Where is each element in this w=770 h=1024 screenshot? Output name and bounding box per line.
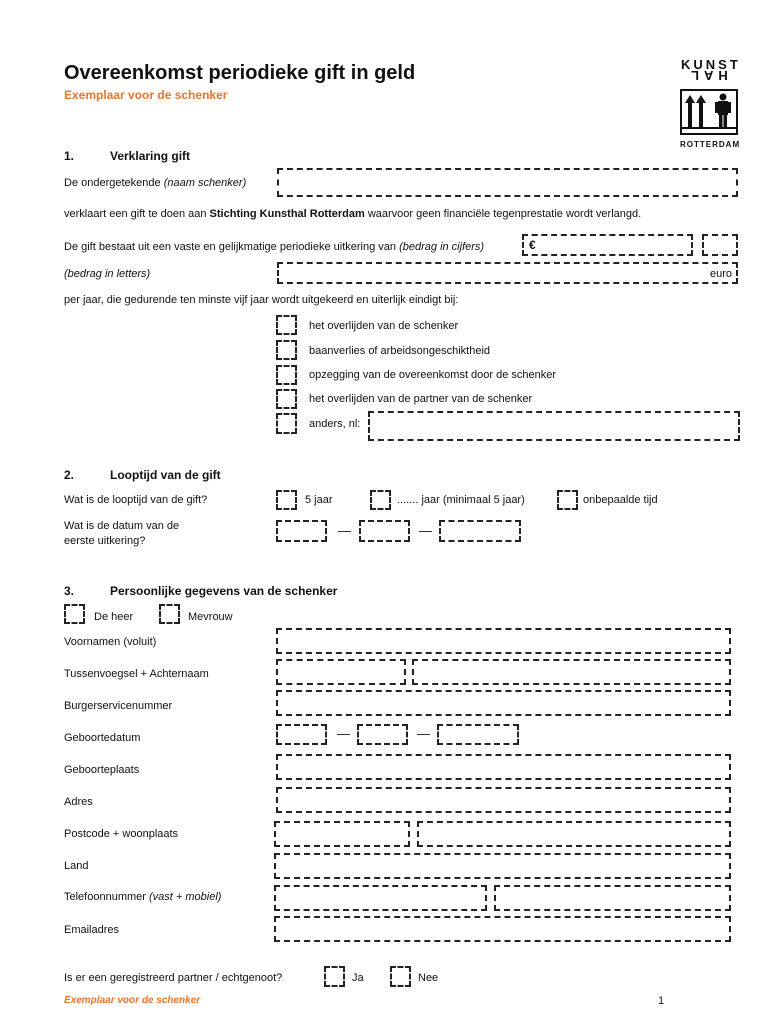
section1-number: 1. [64,149,75,163]
phone-mobile-input[interactable] [494,885,731,911]
partner-question: Is er een geregistreerd partner / echtgenoot? [64,972,283,984]
section2-heading: Looptijd van de gift [110,468,221,482]
country-input[interactable] [274,853,731,879]
duration-min-checkbox[interactable] [370,490,391,510]
address-input[interactable] [276,787,731,813]
partner-yes-checkbox[interactable] [324,966,345,987]
option-other-label: anders, nl: [309,418,361,430]
first-payment-day-input[interactable] [276,520,327,542]
amount-digits-input[interactable] [522,234,693,256]
option-death-donor-label: het overlijden van de schenker [309,320,459,332]
address-label: Adres [64,796,93,808]
email-label: Emailadres [64,924,120,936]
undersigned-hint: (naam schenker) [163,177,247,189]
duration-indefinite-label: onbepaalde tijd [583,494,658,506]
logo-hal: HAL [686,68,728,83]
first-names-label: Voornamen (voluit) [64,636,157,648]
amount-hint: (bedrag in cijfers) [399,241,485,253]
date-separator: — [338,523,351,538]
donor-name-input[interactable] [277,168,738,197]
page-title: Overeenkomst periodieke gift in geld [64,62,416,84]
first-payment-year-input[interactable] [439,520,521,542]
duration-5-checkbox[interactable] [276,490,297,510]
phone-hint: (vast + mobiel) [149,891,222,903]
partner-yes-label: Ja [352,972,364,984]
option-other-input[interactable] [368,411,740,441]
date-separator: — [417,726,430,741]
prefix-input[interactable] [276,659,406,685]
euro-sign: € [529,238,536,252]
logo-figures-icon [680,89,738,135]
section2-number: 2. [64,468,75,482]
duration-indefinite-checkbox[interactable] [557,490,578,510]
amount-cents-input[interactable] [702,234,738,256]
first-payment-month-input[interactable] [359,520,410,542]
amount-letters-input[interactable] [277,262,738,284]
page-number: 1 [658,995,665,1007]
section3-number: 3. [64,584,75,598]
country-label: Land [64,860,89,872]
per-year-text: per jaar, die gedurende ten minste vijf jaar wordt uitgekeerd en uiterlijk eindigt bij: [64,294,459,306]
birth-month-input[interactable] [357,724,408,745]
first-payment-question-line1: Wat is de datum van de [64,520,180,532]
option-death-partner-checkbox[interactable] [276,389,297,409]
section3-heading: Persoonlijke gegevens van de schenker [110,584,338,598]
duration-5-label: 5 jaar [305,494,333,506]
kunsthal-logo [676,58,742,152]
birth-day-input[interactable] [276,724,327,745]
euro-word: euro [709,268,732,280]
declaration-text: verklaart een gift te doen aan Stichting Kunsthal Rotterdam waarvoor geen financiële tegenprestatie wordt verlangd. [64,208,642,220]
birth-place-input[interactable] [276,754,731,780]
city-input[interactable] [417,821,731,847]
date-separator: — [419,523,432,538]
section1-heading: Verklaring gift [110,149,191,163]
first-payment-question-line2: eerste uitkering? [64,535,146,547]
partner-no-checkbox[interactable] [390,966,411,987]
page-subtitle: Exemplaar voor de schenker [64,88,228,102]
mr-label: De heer [94,611,134,623]
postcode-input[interactable] [274,821,410,847]
partner-no-label: Nee [418,972,439,984]
option-job-loss-checkbox[interactable] [276,340,297,360]
option-termination-label: opzegging van de overeenkomst door de schenker [309,369,557,381]
footer-copy-label: Exemplaar voor de schenker [64,995,201,1006]
bsn-input[interactable] [276,690,731,716]
duration-question: Wat is de looptijd van de gift? [64,494,208,506]
bsn-label: Burgerservicenummer [64,700,173,712]
first-names-input[interactable] [276,628,731,654]
mr-checkbox[interactable] [64,604,85,624]
surname-input[interactable] [412,659,731,685]
option-job-loss-label: baanverlies of arbeidsongeschiktheid [309,345,491,357]
option-other-checkbox[interactable] [276,413,297,434]
birth-year-input[interactable] [437,724,519,745]
amount-label: De gift bestaat uit een vaste en gelijkmatige periodieke uitkering van (bedrag in cijfers) [64,241,485,253]
organisation-name: Stichting Kunsthal Rotterdam [209,208,365,220]
birth-date-label: Geboortedatum [64,732,141,744]
phone-label: Telefoonnummer (vast + mobiel) [64,891,222,903]
surname-label: Tussenvoegsel + Achternaam [64,668,209,680]
phone-landline-input[interactable] [274,885,487,911]
duration-min-label: ....... jaar (minimaal 5 jaar) [397,494,525,506]
logo-city: ROTTERDAM [680,140,741,149]
email-input[interactable] [274,916,731,942]
option-death-partner-label: het overlijden van de partner van de schenker [309,393,533,405]
mrs-label: Mevrouw [188,611,233,623]
option-termination-checkbox[interactable] [276,365,297,385]
birth-place-label: Geboorteplaats [64,764,140,776]
mrs-checkbox[interactable] [159,604,180,624]
amount-letters-hint: (bedrag in letters) [64,268,151,280]
undersigned-label: De ondergetekende (naam schenker) [64,177,247,189]
postcode-label: Postcode + woonplaats [64,828,179,840]
option-death-donor-checkbox[interactable] [276,315,297,335]
date-separator: — [337,726,350,741]
logo-kunst: KUNST [681,57,741,72]
